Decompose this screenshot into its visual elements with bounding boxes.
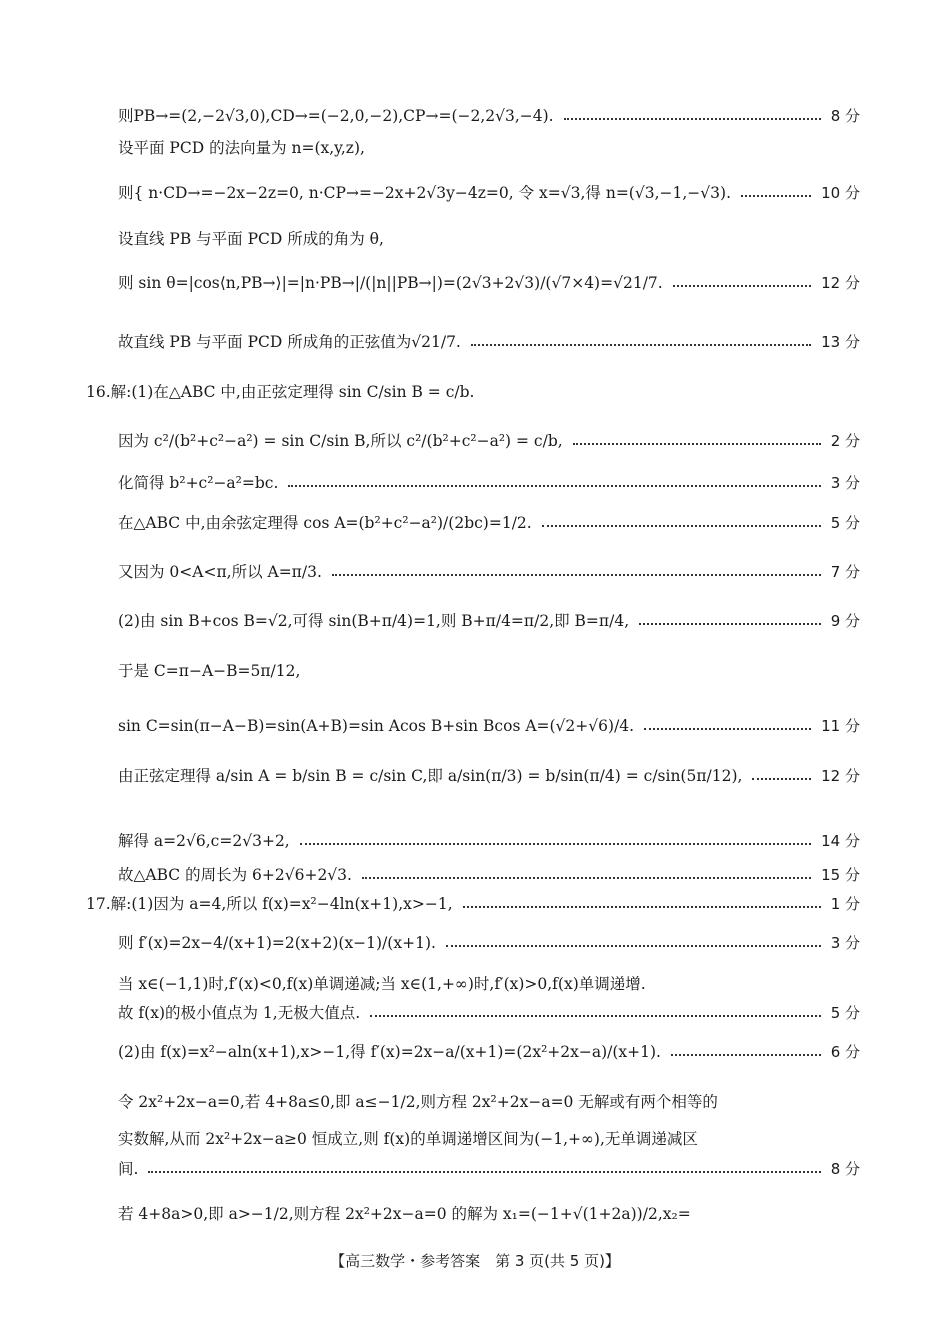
solution-line: 则PB→=(2,−2√3,0),CD→=(−2,0,−2),CP→=(−2,2√3,−4). 8 分 xyxy=(118,107,860,125)
score-label: 3 分 xyxy=(830,474,860,492)
score-label: 5 分 xyxy=(830,1004,860,1022)
solution-line: 则 f′(x)=2x−4/(x+1)=2(x+2)(x−1)/(x+1). 3 分 xyxy=(118,934,860,952)
solution-line: 设直线 PB 与平面 PCD 所成的角为 θ, xyxy=(118,230,384,248)
leader-dots xyxy=(471,344,811,346)
score-label: 6 分 xyxy=(830,1043,860,1061)
score-label: 12 分 xyxy=(821,767,860,785)
leader-dots xyxy=(741,195,811,197)
solution-line: 故 f(x)的极小值点为 1,无极大值点. 5 分 xyxy=(118,1004,860,1022)
page-footer: 【高三数学・参考答案 第 3 页(共 5 页)】 xyxy=(330,1252,620,1270)
solution-line: 间. 8 分 xyxy=(118,1160,860,1178)
score-label: 14 分 xyxy=(821,832,860,850)
score-label: 2 分 xyxy=(830,432,860,450)
solution-line: 设平面 PCD 的法向量为 n=(x,y,z), xyxy=(118,139,365,157)
leader-dots xyxy=(673,285,811,287)
leader-dots xyxy=(148,1171,820,1173)
score-label: 15 分 xyxy=(821,866,860,884)
leader-dots xyxy=(542,525,821,527)
leader-dots xyxy=(370,1015,821,1017)
solution-line: 当 x∈(−1,1)时,f′(x)<0,f(x)单调递减;当 x∈(1,+∞)时,f′(x)>0,f(x)单调递增. xyxy=(118,975,646,993)
score-label: 8 分 xyxy=(830,107,860,125)
leader-dots xyxy=(671,1054,821,1056)
solution-line: 于是 C=π−A−B=5π/12, xyxy=(118,662,301,680)
leader-dots xyxy=(300,843,811,845)
leader-dots xyxy=(332,574,821,576)
leader-dots xyxy=(446,945,821,947)
solution-line: 则 sin θ=|cos⟨n,PB→⟩|=|n·PB→|/(|n||PB→|)=(2√3+2√3)/(√7×4)=√21/7. 12 分 xyxy=(118,274,860,292)
solution-line: 由正弦定理得 a/sin A = b/sin B = c/sin C,即 a/sin(π/3) = b/sin(π/4) = c/sin(5π/12), 12 分 xyxy=(118,767,860,785)
leader-dots xyxy=(463,906,821,908)
leader-dots xyxy=(752,778,811,780)
score-label: 10 分 xyxy=(821,184,860,202)
score-label: 13 分 xyxy=(821,333,860,351)
score-label: 3 分 xyxy=(830,934,860,952)
leader-dots xyxy=(639,623,821,625)
solution-line: 若 4+8a>0,即 a>−1/2,则方程 2x²+2x−a=0 的解为 x₁=(−1+√(1+2a))/2,x₂= xyxy=(118,1205,691,1223)
problem-17-heading: 17.解:(1)因为 a=4,所以 f(x)=x²−4ln(x+1),x>−1, 1 分 xyxy=(86,895,860,913)
solution-line: 化简得 b²+c²−a²=bc. 3 分 xyxy=(118,474,860,492)
leader-dots xyxy=(573,443,821,445)
leader-dots xyxy=(564,118,821,120)
solution-line: 实数解,从而 2x²+2x−a≥0 恒成立,则 f(x)的单调递增区间为(−1,+∞),无单调递减区 xyxy=(118,1130,698,1148)
solution-line: (2)由 sin B+cos B=√2,可得 sin(B+π/4)=1,则 B+π/4=π/2,即 B=π/4, 9 分 xyxy=(118,612,860,630)
solution-line: 因为 c²/(b²+c²−a²) = sin C/sin B,所以 c²/(b²+c²−a²) = c/b, 2 分 xyxy=(118,432,860,450)
score-label: 9 分 xyxy=(830,612,860,630)
leader-dots xyxy=(644,728,811,730)
leader-dots xyxy=(362,877,811,879)
solution-line: sin C=sin(π−A−B)=sin(A+B)=sin Acos B+sin Bcos A=(√2+√6)/4. 11 分 xyxy=(118,717,860,735)
solution-line: 令 2x²+2x−a=0,若 4+8a≤0,即 a≤−1/2,则方程 2x²+2x−a=0 无解或有两个相等的 xyxy=(118,1093,718,1111)
solution-line: (2)由 f(x)=x²−aln(x+1),x>−1,得 f′(x)=2x−a/(x+1)=(2x²+2x−a)/(x+1). 6 分 xyxy=(118,1043,860,1061)
solution-line: 在△ABC 中,由余弦定理得 cos A=(b²+c²−a²)/(2bc)=1/2. 5 分 xyxy=(118,514,860,532)
score-label: 5 分 xyxy=(830,514,860,532)
solution-line: 解得 a=2√6,c=2√3+2, 14 分 xyxy=(118,832,860,850)
solution-line: 故△ABC 的周长为 6+2√6+2√3. 15 分 xyxy=(118,866,860,884)
score-label: 7 分 xyxy=(830,563,860,581)
solution-line: 则{ n·CD→=−2x−2z=0, n·CP→=−2x+2√3y−4z=0, 令 x=√3,得 n=(√3,−1,−√3). 10 分 xyxy=(118,184,860,202)
solution-line: 故直线 PB 与平面 PCD 所成角的正弦值为√21/7. 13 分 xyxy=(118,333,860,351)
score-label: 11 分 xyxy=(821,717,860,735)
problem-16-heading: 16.解:(1)在△ABC 中,由正弦定理得 sin C/sin B = c/b. xyxy=(86,383,475,401)
solution-line: 又因为 0<A<π,所以 A=π/3. 7 分 xyxy=(118,563,860,581)
score-label: 8 分 xyxy=(830,1160,860,1178)
score-label: 12 分 xyxy=(821,274,860,292)
score-label: 1 分 xyxy=(830,895,860,913)
leader-dots xyxy=(288,485,820,487)
